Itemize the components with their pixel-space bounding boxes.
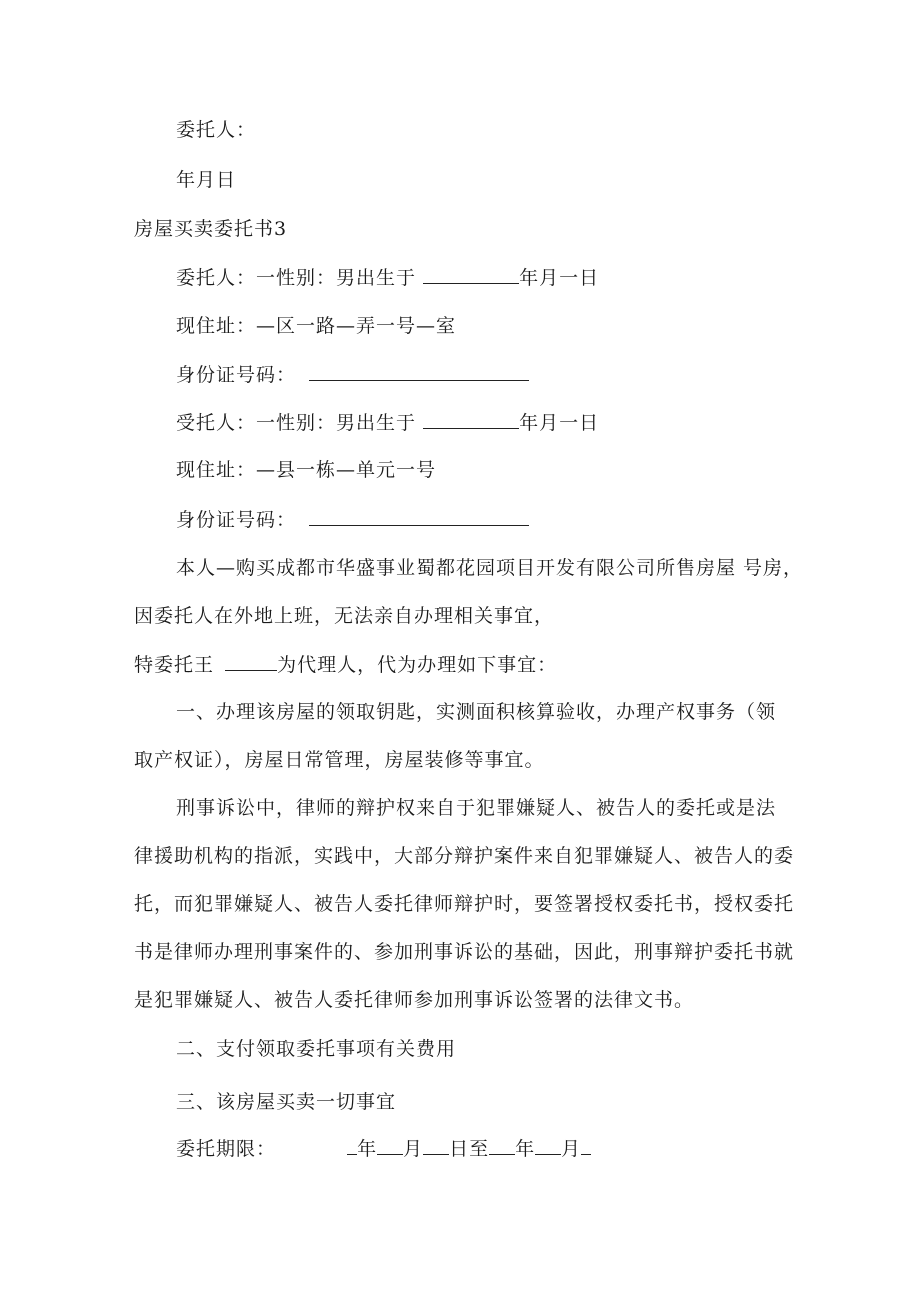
agent-id-blank bbox=[309, 507, 529, 526]
principal-birth-suffix: 年月一日 bbox=[519, 267, 600, 289]
criminal-paragraph-line-4: 书是律师办理刑事案件的、参加刑事诉讼的基础，因此，刑事辩护委托书就 bbox=[134, 941, 795, 963]
term-day-to: 日至 bbox=[449, 1138, 490, 1160]
criminal-paragraph-line-3: 托，而犯罪嫌疑人、被告人委托律师辩护时，要签署授权委托书，授权委托 bbox=[134, 893, 795, 915]
item-3: 三、该房屋买卖一切事宜 bbox=[176, 1091, 397, 1113]
purchase-paragraph-line-2: 因委托人在外地上班，无法亲自办理相关事宜， bbox=[134, 605, 555, 627]
agent-address: 现住址：—县一栋—单元一号 bbox=[176, 459, 437, 481]
principal-id-blank bbox=[309, 362, 529, 381]
appoint-line bbox=[134, 652, 557, 677]
term-year-2: 年 bbox=[515, 1138, 536, 1160]
principal-id-line bbox=[176, 362, 529, 387]
term-month-1: 月 bbox=[403, 1138, 424, 1160]
criminal-paragraph-line-2: 律援助机构的指派，实践中，大部分辩护案件来自犯罪嫌疑人、被告人的委 bbox=[134, 845, 795, 867]
signature-date: 年月日 bbox=[176, 169, 237, 191]
agent-birth-date-blank bbox=[423, 410, 519, 429]
appoint-text-end: 为代理人，代为办理如下事宜： bbox=[277, 654, 558, 676]
principal-info-line bbox=[176, 265, 599, 290]
item-2: 二、支付领取委托事项有关费用 bbox=[176, 1038, 457, 1060]
term-blank-6 bbox=[581, 1136, 591, 1155]
agent-id-label: 身份证号码： bbox=[176, 509, 297, 531]
appoint-text-start: 特委托王 bbox=[134, 654, 215, 676]
term-blank-1 bbox=[347, 1136, 357, 1155]
term-month-2: 月 bbox=[561, 1138, 582, 1160]
term-blank-5 bbox=[535, 1136, 561, 1155]
birth-date-blank bbox=[423, 265, 519, 284]
agent-birth-suffix: 年月一日 bbox=[519, 412, 600, 434]
term-blank-3 bbox=[423, 1136, 449, 1155]
principal-id-label: 身份证号码： bbox=[176, 364, 297, 386]
agent-info-line bbox=[176, 410, 599, 435]
section-title: 房屋买卖委托书3 bbox=[134, 218, 288, 240]
criminal-paragraph-line-5: 是犯罪嫌疑人、被告人委托律师参加刑事诉讼签署的法律文书。 bbox=[134, 989, 695, 1011]
agent-info-text: 受托人：一性别：男出生于 bbox=[176, 412, 417, 434]
term-line bbox=[176, 1136, 591, 1161]
term-year-1: 年 bbox=[357, 1138, 378, 1160]
term-blank-2 bbox=[377, 1136, 403, 1155]
criminal-paragraph-line-1: 刑事诉讼中，律师的辩护权来自于犯罪嫌疑人、被告人的委托或是法 bbox=[176, 797, 777, 819]
item-1-line-2: 取产权证），房屋日常管理，房屋装修等事宜。 bbox=[134, 749, 545, 771]
purchase-paragraph-line-1: 本人—购买成都市华盛事业蜀都花园项目开发有限公司所售房屋 号房， bbox=[176, 557, 804, 579]
principal-signature-label: 委托人： bbox=[176, 119, 257, 141]
principal-info-text: 委托人：一性别：男出生于 bbox=[176, 267, 417, 289]
agent-name-blank bbox=[225, 652, 277, 671]
term-blank-4 bbox=[489, 1136, 515, 1155]
item-1-line-1: 一、办理该房屋的领取钥匙，实测面积核算验收，办理产权事务（领 bbox=[176, 701, 777, 723]
principal-address: 现住址：—区一路—弄一号—室 bbox=[176, 315, 457, 337]
agent-id-line bbox=[176, 507, 529, 532]
term-label: 委托期限： bbox=[176, 1138, 277, 1160]
